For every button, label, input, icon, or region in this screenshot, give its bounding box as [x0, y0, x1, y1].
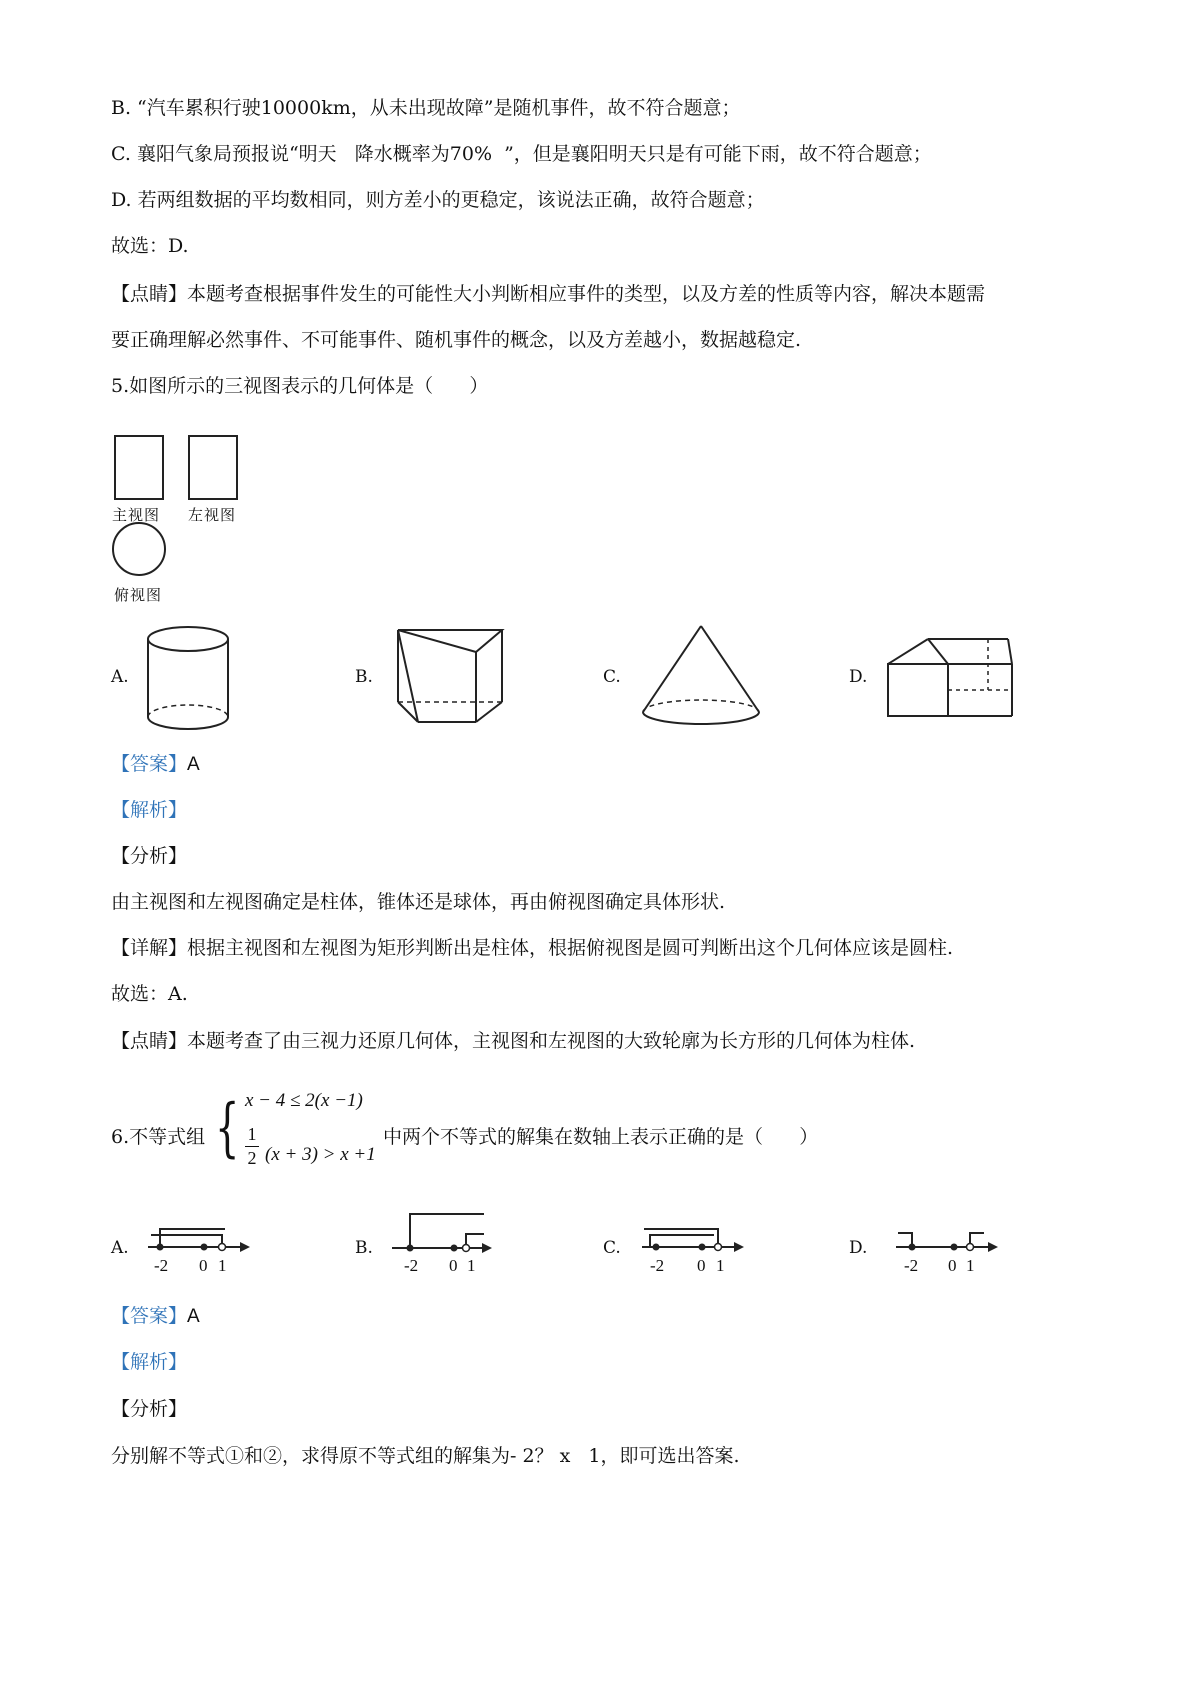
- q6-option-d-label: D.: [849, 1238, 868, 1258]
- fraction-numerator: 1: [247, 1124, 257, 1144]
- numberline-a-tick-1: 1: [218, 1256, 227, 1275]
- note-5: 【点睛】本题考查了由三视力还原几何体，主视图和左视图的大致轮廓为长方形的几何体为柱体.: [111, 1030, 916, 1052]
- answer-5-tag: 【答案】: [111, 753, 188, 775]
- answer-6: [111, 1304, 200, 1329]
- q5-option-d-label: D.: [849, 667, 868, 687]
- q6-prefix: 6.不等式组: [111, 1126, 206, 1148]
- analysis-5-tag: 【解析】: [111, 799, 188, 821]
- fraction-denominator: 2: [247, 1148, 257, 1168]
- option-b-text: B. “汽车累积行驶10000km，从未出现故障”是随机事件，故不符合题意；: [111, 97, 741, 119]
- fenxi-5-text: 由主视图和左视图确定是柱体，锥体还是球体，再由俯视图确定具体形状.: [111, 891, 726, 913]
- cuboid-figure: [884, 635, 1019, 725]
- numberline-c-tick-neg2: -2: [650, 1256, 665, 1275]
- choose-5: 故选：A.: [111, 983, 188, 1005]
- q6-option-a-label: A.: [111, 1238, 129, 1258]
- choose-line-1: 故选：D.: [111, 235, 189, 257]
- q6-option-c-label: C.: [603, 1238, 621, 1258]
- analysis-6-tag: 【解析】: [111, 1351, 188, 1373]
- top-view-label: 俯视图: [114, 588, 163, 604]
- note-line-1b: 要正确理解必然事件、不可能事件、随机事件的概念，以及方差越小，数据越稳定.: [111, 329, 802, 351]
- system-brace: {: [215, 1091, 240, 1165]
- note-line-1a: 【点睛】本题考查根据事件发生的可能性大小判断相应事件的类型，以及方差的性质等内容，解决本题需: [111, 283, 986, 305]
- option-c-text: C. 襄阳气象局预报说“明天 降水概率为70% ”，但是襄阳明天只是有可能下雨，故不符合题意；: [111, 143, 932, 165]
- numberline-b-tick-0: 0: [449, 1256, 458, 1275]
- question-5: 5.如图所示的三视图表示的几何体是（ ）: [111, 375, 489, 397]
- answer-6-tag: 【答案】: [111, 1305, 188, 1327]
- option-d-text: D. 若两组数据的平均数相同，则方差小的更稳定，该说法正确，故符合题意；: [111, 189, 765, 211]
- numberline-d-tick-1: 1: [966, 1256, 975, 1275]
- numberline-d-tick-0: 0: [948, 1256, 957, 1275]
- numberline-c-tick-0: 0: [697, 1256, 706, 1275]
- front-view-label: 主视图: [112, 508, 161, 524]
- answer-6-value: A: [187, 1306, 200, 1327]
- question-6: [111, 1080, 819, 1180]
- inequality-1: x − 4 ≤ 2(x −1): [245, 1090, 363, 1111]
- numberline-c-tick-1: 1: [716, 1256, 725, 1275]
- fenxi-6-tag: 【分析】: [111, 1398, 188, 1420]
- answer-5-value: A: [187, 754, 200, 775]
- front-view-rect: [115, 436, 163, 499]
- inequality-2: (x + 3) > x +1: [265, 1144, 376, 1165]
- fenxi-6-text: 分别解不等式①和②，求得原不等式组的解集为- 2？ x 1，即可选出答案.: [111, 1445, 740, 1467]
- q5-option-a-label: A.: [111, 667, 129, 687]
- numberline-b-tick-neg2: -2: [404, 1256, 419, 1275]
- q5-option-b-label: B.: [355, 667, 373, 687]
- numberline-b-tick-1: 1: [467, 1256, 476, 1275]
- top-view-circle: [113, 523, 165, 575]
- cone-figure: [637, 622, 767, 732]
- answer-5: [111, 752, 200, 777]
- triangular-prism-figure: [392, 622, 517, 732]
- cylinder-figure: [143, 625, 233, 735]
- numberline-d-tick-neg2: -2: [904, 1256, 919, 1275]
- fraction-half: [245, 1124, 259, 1169]
- q5-option-c-label: C.: [603, 667, 621, 687]
- detail-5-text: 【详解】根据主视图和左视图为矩形判断出是柱体，根据俯视图是圆可判断出这个几何体应该是圆柱.: [111, 937, 954, 959]
- left-view-label: 左视图: [188, 508, 237, 524]
- q6-option-b-label: B.: [355, 1238, 373, 1258]
- numberline-a-tick-neg2: -2: [154, 1256, 169, 1275]
- numberline-a-tick-0: 0: [199, 1256, 208, 1275]
- q6-suffix: 中两个不等式的解集在数轴上表示正确的是（ ）: [383, 1126, 819, 1148]
- fenxi-5-tag: 【分析】: [111, 845, 188, 867]
- left-view-rect: [189, 436, 237, 499]
